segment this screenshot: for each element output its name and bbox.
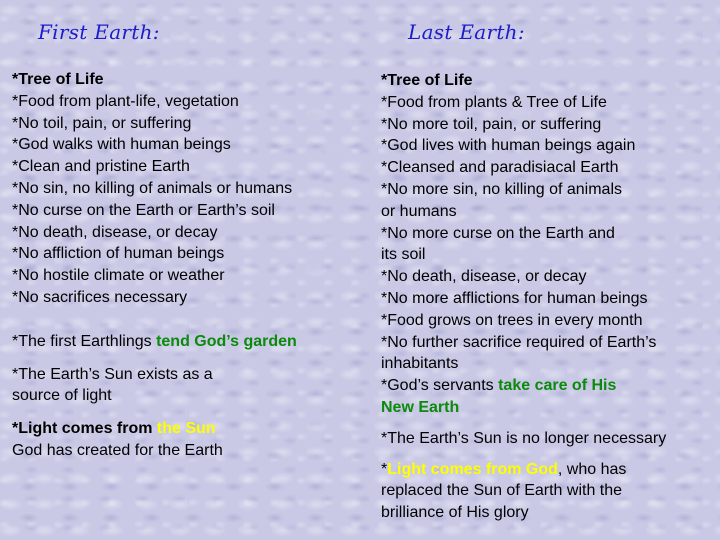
first-item: *God walks with human beings: [12, 136, 231, 154]
last-sun-line: *The Earth’s Sun is no longer necessary: [381, 429, 667, 447]
last-item: *No further sacrifice required of Earth’s: [381, 333, 657, 351]
first-item: *No sin, no killing of animals or humans: [12, 179, 293, 197]
last-item: *No more curse on the Earth and: [381, 224, 615, 242]
first-sun-line-2: source of light: [12, 387, 112, 405]
last-item: *God lives with human beings again: [381, 137, 636, 155]
last-servants-line: [381, 375, 716, 397]
first-light-line: [12, 418, 352, 440]
light-highlight: the Sun: [156, 420, 216, 438]
first-item-tree-of-life: *Tree of Life: [12, 71, 104, 88]
light-prefix: *: [381, 460, 388, 478]
last-item: *Cleansed and paradisiacal Earth: [381, 159, 619, 177]
first-item: *No curse on the Earth or Earth’s soil: [12, 201, 275, 219]
first-garden-line: [12, 331, 352, 353]
first-item: *Food from plant-life, vegetation: [12, 92, 239, 110]
last-item: *No death, disease, or decay: [381, 268, 587, 286]
last-item-tree-of-life: *Tree of Life: [381, 72, 473, 89]
last-item: its soil: [381, 246, 426, 264]
first-light-line-2: God has created for the Earth: [12, 441, 223, 459]
last-item: *No more sin, no killing of animals: [381, 180, 622, 198]
last-earth-column: [381, 70, 716, 524]
first-item: *No death, disease, or decay: [12, 223, 218, 241]
last-item: inhabitants: [381, 355, 459, 373]
garden-prefix: *The first Earthlings: [12, 332, 157, 350]
last-item: *No more afflictions for human beings: [381, 289, 648, 307]
last-item: *Food from plants & Tree of Life: [381, 93, 607, 111]
garden-highlight: tend God’s garden: [156, 332, 297, 350]
light-prefix: *Light comes from: [12, 420, 157, 438]
first-earth-column: [12, 69, 352, 462]
last-light-line: [381, 459, 716, 481]
last-item: *No more toil, pain, or suffering: [381, 115, 602, 133]
last-earth-heading: Last Earth:: [408, 20, 525, 44]
first-sun-line: *The Earth’s Sun exists as a: [12, 365, 213, 383]
servants-highlight: take care of His: [498, 377, 617, 395]
light-highlight: Light comes from God: [387, 460, 558, 478]
last-item: *Food grows on trees in every month: [381, 311, 643, 329]
light-suffix: , who has: [557, 460, 627, 478]
first-item: *No sacrifices necessary: [12, 288, 188, 306]
first-item: *Clean and pristine Earth: [12, 158, 190, 176]
last-light-line-2: replaced the Sun of Earth with the: [381, 482, 623, 500]
first-item: *No hostile climate or weather: [12, 267, 225, 285]
last-item: or humans: [381, 202, 457, 220]
last-light-line-3: brilliance of His glory: [381, 504, 529, 522]
servants-highlight-2: New Earth: [381, 398, 460, 416]
first-item: *No toil, pain, or suffering: [12, 114, 192, 132]
first-earth-heading: First Earth:: [38, 20, 160, 44]
first-item: *No affliction of human beings: [12, 245, 225, 263]
servants-prefix: *God’s servants: [381, 377, 499, 395]
